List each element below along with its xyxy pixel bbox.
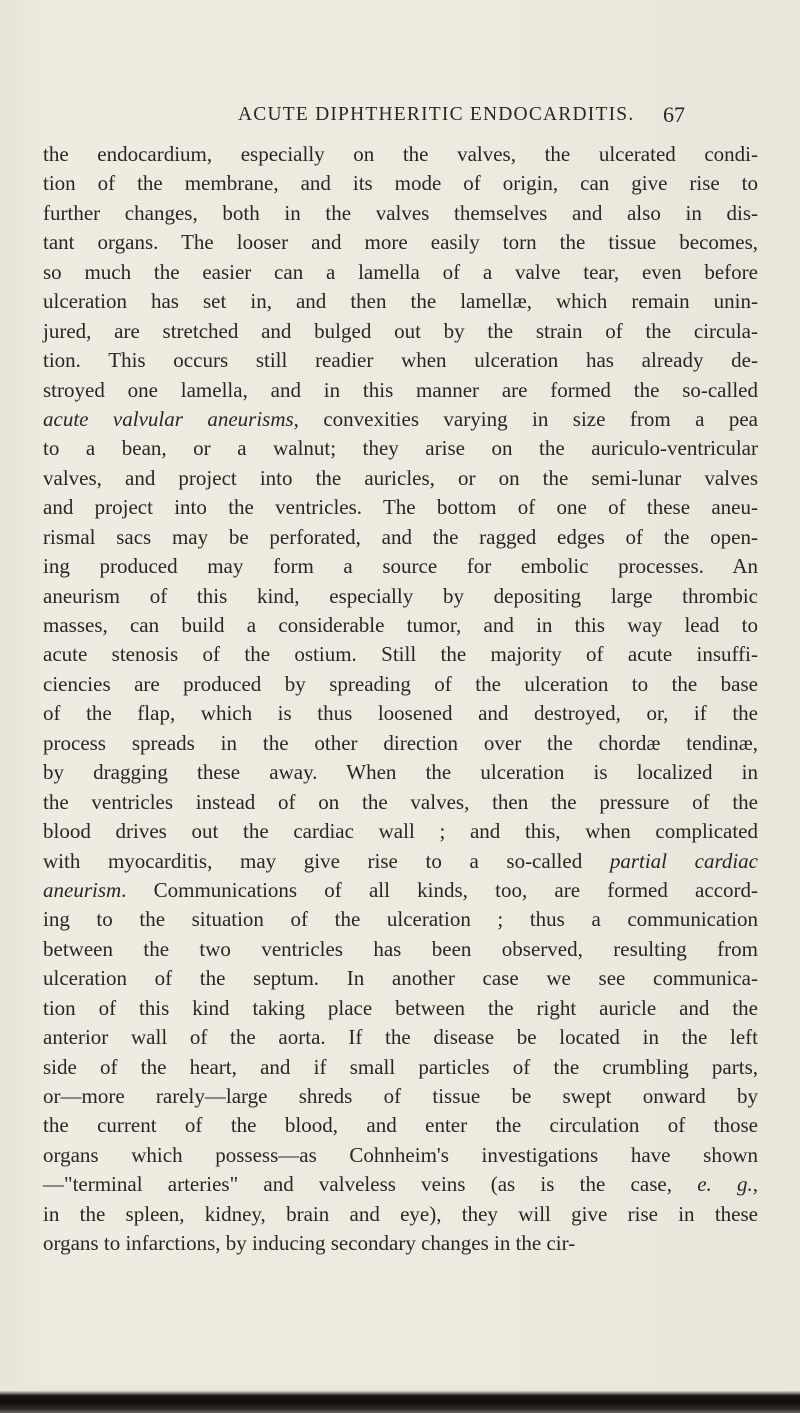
text-line (43, 287, 758, 316)
text-segment: masses, can build a considerable tumor, and in this way lead to (43, 613, 758, 637)
text-line (43, 1141, 758, 1170)
text-segment: anterior wall of the aorta. If the disease be located in the left (43, 1025, 758, 1050)
text-segment: with myocarditis, may give rise to a so-called (43, 848, 610, 873)
text-segment: stroyed one lamella, and in this manner are formed the so-called (43, 377, 758, 402)
page-header (0, 104, 800, 134)
text-segment: to a bean, or a walnut; they arise on the auriculo-ventricular (43, 436, 758, 461)
text-line (43, 699, 758, 728)
text-segment: side of the heart, and if small particles of the crumbling parts, (43, 1054, 758, 1079)
text-segment: organs to infarctions, by inducing secondary changes in the cir- (43, 1231, 576, 1256)
text-line (43, 1111, 758, 1140)
text-line (43, 905, 758, 934)
text-segment: further changes, both in the valves themselves and also in dis- (43, 200, 758, 225)
scan-edge-shadow (0, 1385, 800, 1413)
italic-term: acute valvular aneurisms (43, 406, 294, 431)
text-segment: tant organs. The looser and more easily torn the tissue becomes, (43, 230, 758, 255)
text-segment: aneurism of this kind, especially by depositing large thrombic (43, 583, 758, 608)
text-line (43, 346, 758, 375)
text-line (43, 199, 758, 228)
text-line (43, 552, 758, 581)
page-number: 67 (663, 102, 685, 127)
text-line (43, 405, 758, 434)
text-line (43, 258, 758, 287)
scan-edge-band (0, 1385, 800, 1413)
text-segment: , convexities varying in size from a pea (293, 406, 759, 431)
text-line (43, 169, 758, 198)
text-line (43, 582, 758, 611)
text-line (43, 729, 758, 758)
text-segment: , (752, 1172, 758, 1197)
text-line (43, 493, 758, 522)
text-segment: of the flap, which is thus loosened and destroyed, or, if the (43, 701, 758, 726)
text-segment: so much the easier can a lamella of a valve tear, even before (43, 259, 758, 284)
italic-term: partial cardiac (609, 848, 758, 873)
body-text (43, 140, 758, 1259)
text-segment: blood drives out the cardiac wall ; and this, when complicated (43, 819, 758, 844)
text-segment: in the spleen, kidney, brain and eye), they will give rise in these (43, 1201, 758, 1226)
text-segment: and project into the ventricles. The bottom of one of these aneu- (43, 495, 758, 520)
text-segment: ulceration of the septum. In another case we see communica- (43, 966, 758, 991)
text-line (43, 1023, 758, 1052)
text-line (43, 640, 758, 669)
text-segment: process spreads in the other direction over the chordæ tendinæ, (43, 730, 758, 755)
text-line (43, 376, 758, 405)
text-line (43, 317, 758, 346)
running-head: ACUTE DIPHTHERITIC ENDOCARDITIS. (238, 104, 635, 125)
text-line (43, 817, 758, 846)
text-segment: by dragging these away. When the ulceration is localized in (43, 760, 758, 785)
text-line (43, 964, 758, 993)
text-line (43, 523, 758, 552)
text-line (43, 1170, 758, 1199)
text-line (43, 1229, 758, 1258)
text-line (43, 1082, 758, 1111)
text-line (43, 464, 758, 493)
text-segment: the endocardium, especially on the valves, the ulcerated condi- (43, 142, 758, 166)
text-segment: the current of the blood, and enter the circulation of those (43, 1113, 758, 1138)
text-line (43, 788, 758, 817)
text-segment: the ventricles instead of on the valves, then the pressure of the (43, 789, 758, 814)
text-line (43, 994, 758, 1023)
text-line (43, 935, 758, 964)
text-segment: ulceration has set in, and then the lamellæ, which remain unin- (43, 289, 758, 314)
text-segment: between the two ventricles has been observed, resulting from (43, 936, 758, 961)
text-segment: . Communications of all kinds, too, are formed accord- (121, 877, 758, 902)
text-segment: ing produced may form a source for embolic processes. An (43, 554, 758, 579)
text-segment: organs which possess—as Cohnheim's investigations have shown (43, 1142, 758, 1167)
text-line (43, 140, 758, 169)
text-line (43, 228, 758, 257)
text-segment: acute stenosis of the ostium. Still the majority of acute insuffi- (43, 642, 758, 667)
text-segment: tion of the membrane, and its mode of origin, can give rise to (43, 171, 758, 196)
text-line (43, 670, 758, 699)
text-line (43, 1053, 758, 1082)
text-segment: or—more rarely—large shreds of tissue be swept onward by (43, 1084, 758, 1108)
text-line (43, 847, 758, 876)
italic-term: e. g. (697, 1172, 753, 1197)
text-segment: tion. This occurs still readier when ulceration has already de- (43, 348, 758, 373)
text-line (43, 876, 758, 905)
text-segment: jured, are stretched and bulged out by the strain of the circula- (43, 318, 758, 343)
text-segment: tion of this kind taking place between the right auricle and the (43, 995, 758, 1020)
text-line (43, 434, 758, 463)
text-segment: ciencies are produced by spreading of the ulceration to the base (43, 671, 758, 696)
text-line (43, 611, 758, 640)
text-segment: —"terminal arteries" and valveless veins (as is the case, (43, 1172, 698, 1197)
text-segment: rismal sacs may be perforated, and the ragged edges of the open- (43, 524, 758, 549)
text-segment: ing to the situation of the ulceration ; thus a communication (43, 907, 758, 932)
text-line (43, 758, 758, 787)
italic-term: aneurism (43, 877, 122, 902)
text-segment: valves, and project into the auricles, or on the semi-lunar valves (43, 465, 758, 490)
text-line (43, 1200, 758, 1229)
